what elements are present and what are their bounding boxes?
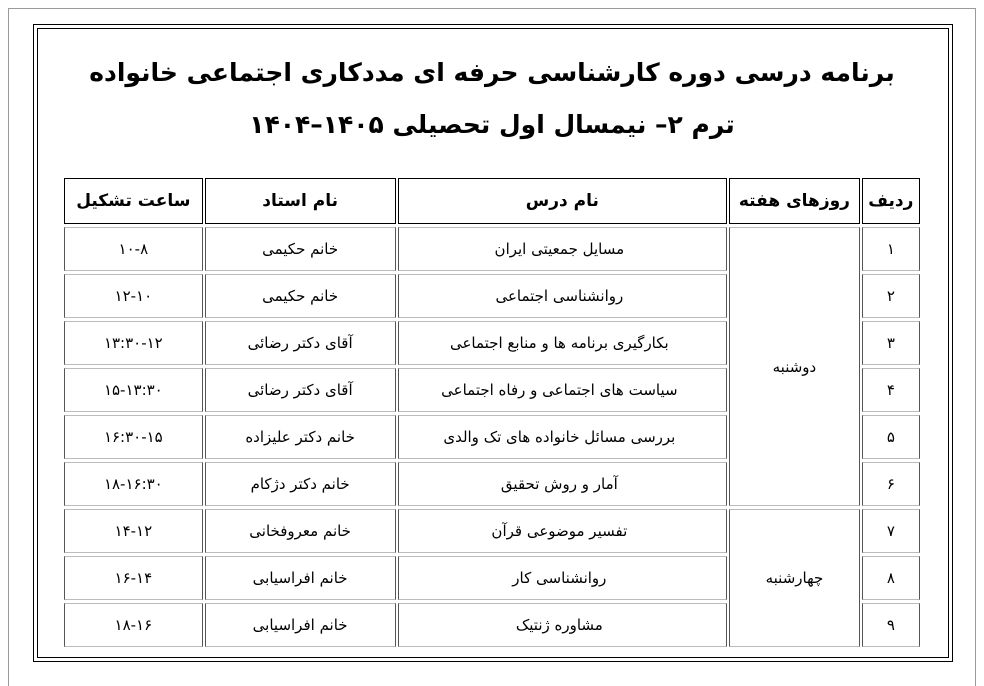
- row-number: ۷: [862, 509, 920, 553]
- row-number: ۳: [862, 321, 920, 365]
- row-number: ۴: [862, 368, 920, 412]
- header-row-number: ردیف: [862, 178, 920, 224]
- document-title: برنامه درسی دوره کارشناسی حرفه ای مددکاری اجتماعی خانواده: [89, 58, 895, 87]
- course-name: مسایل جمعیتی ایران: [398, 227, 728, 271]
- class-time: ۱۳:۳۰-۱۲: [64, 321, 203, 365]
- weekday-cell-monday: دوشنبه: [729, 227, 860, 506]
- course-name: آمار و روش تحقیق: [398, 462, 728, 506]
- class-time: ۱۶-۱۴: [64, 556, 203, 600]
- class-time: ۱۰-۸: [64, 227, 203, 271]
- document-subtitle: ترم ۲– نیمسال اول تحصیلی ۱۴۰۵–۱۴۰۴: [249, 110, 735, 139]
- table-header-row: [64, 178, 920, 224]
- class-time: ۱۴-۱۲: [64, 509, 203, 553]
- teacher-name: خانم حکیمی: [205, 227, 396, 271]
- class-time: ۱۶:۳۰-۱۵: [64, 415, 203, 459]
- header-class-time: ساعت تشکیل: [64, 178, 203, 224]
- row-number: ۸: [862, 556, 920, 600]
- schedule-table: [62, 175, 922, 650]
- row-number: ۱: [862, 227, 920, 271]
- teacher-name: آقای دکتر رضائی: [205, 368, 396, 412]
- header-weekday: روزهای هفته: [729, 178, 860, 224]
- row-number: ۶: [862, 462, 920, 506]
- header-course-name: نام درس: [398, 178, 728, 224]
- table-row: [64, 227, 920, 271]
- course-name: سیاست های اجتماعی و رفاه اجتماعی: [398, 368, 728, 412]
- table-row: [64, 509, 920, 553]
- course-name: تفسیر موضوعی قرآن: [398, 509, 728, 553]
- teacher-name: خانم افراسیابی: [205, 556, 396, 600]
- header-teacher-name: نام استاد: [205, 178, 396, 224]
- course-name: روانشناسی کار: [398, 556, 728, 600]
- class-time: ۱۲-۱۰: [64, 274, 203, 318]
- course-name: مشاوره ژنتیک: [398, 603, 728, 647]
- class-time: ۱۵-۱۳:۳۰: [64, 368, 203, 412]
- teacher-name: آقای دکتر رضائی: [205, 321, 396, 365]
- teacher-name: خانم افراسیابی: [205, 603, 396, 647]
- teacher-name: خانم حکیمی: [205, 274, 396, 318]
- teacher-name: خانم معروفخانی: [205, 509, 396, 553]
- row-number: ۲: [862, 274, 920, 318]
- course-name: بکارگیری برنامه ها و منابع اجتماعی: [398, 321, 728, 365]
- course-name: بررسی مسائل خانواده های تک والدی: [398, 415, 728, 459]
- row-number: ۹: [862, 603, 920, 647]
- teacher-name: خانم دکتر دژکام: [205, 462, 396, 506]
- row-number: ۵: [862, 415, 920, 459]
- class-time: ۱۸-۱۶:۳۰: [64, 462, 203, 506]
- class-time: ۱۸-۱۶: [64, 603, 203, 647]
- weekday-cell-wednesday: چهارشنبه: [729, 509, 860, 647]
- course-name: روانشناسی اجتماعی: [398, 274, 728, 318]
- teacher-name: خانم دکتر علیزاده: [205, 415, 396, 459]
